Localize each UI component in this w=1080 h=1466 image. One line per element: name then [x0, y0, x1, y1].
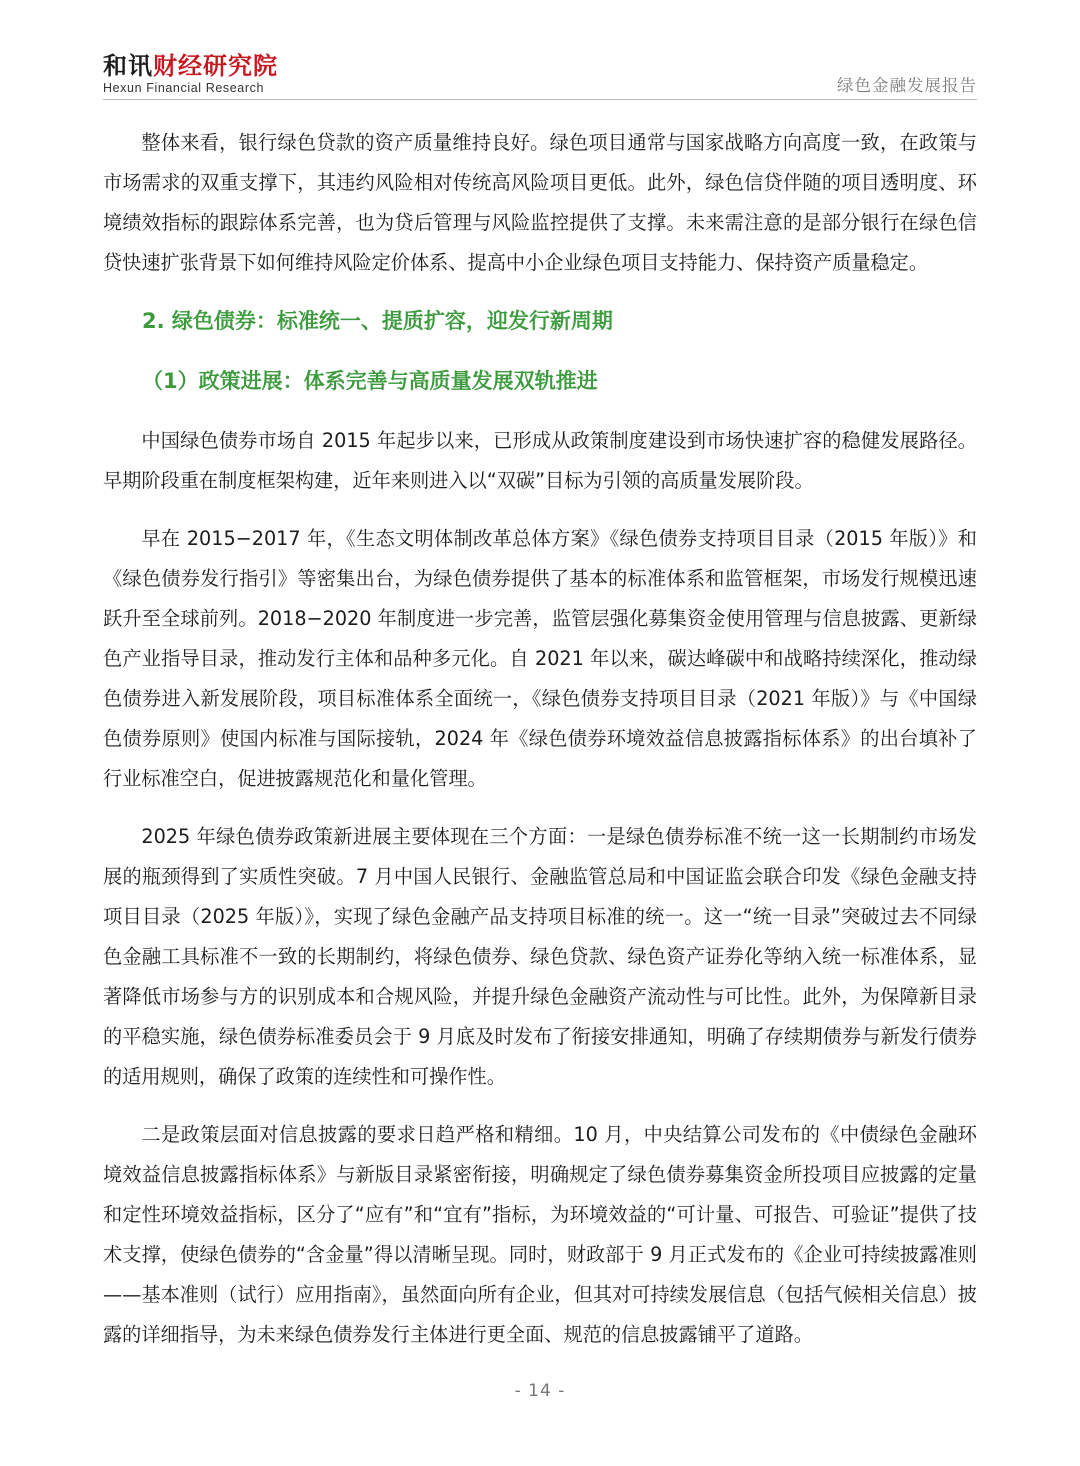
- paragraph-2025-progress: 2025 年绿色债券政策新进展主要体现在三个方面：一是绿色债券标准不统一这一长期制约市场发展的瓶颈得到了实质性突破。7 月中国人民银行、金融监管总局和中国证监会联合印发《绿色金融支持项目目录（2025 年版）》，实现了绿色金融产品支持项目标准的统一。这一“统一目录”突破过去不同绿色金融工具标准不一致的长期制约，将绿色债券、绿色贷款、绿色资产证券化等纳入统一标准体系，显著降低市场参与方的识别成本和合规风险，并提升绿色金融资产流动性与可比性。此外，为保障新目录的平稳实施，绿色债券标准委员会于 9 月底及时发布了衔接安排通知，明确了存续期债券与新发行债券的适用规则，确保了政策的连续性和可操作性。: [103, 825, 977, 1088]
- header-divider: [103, 99, 977, 100]
- page-header: [0, 0, 1080, 100]
- section-heading-green-bonds: 2. 绿色债券：标准统一、提质扩容，迎发行新周期: [142, 309, 613, 333]
- hexun-logo: [103, 52, 278, 96]
- logo-cn-red: 财经研究院: [153, 52, 278, 80]
- page-number: - 14 -: [514, 1381, 566, 1401]
- page-content: [103, 123, 977, 1373]
- report-title: 绿色金融发展报告: [837, 76, 977, 95]
- logo-chinese: [103, 52, 278, 80]
- paragraph-market-intro: 中国绿色债券市场自 2015 年起步以来，已形成从政策制度建设到市场快速扩容的稳健发展路径。早期阶段重在制度框架构建，近年来则进入以“双碳”目标为引领的高质量发展阶段。: [103, 429, 977, 492]
- logo-english: Hexun Financial Research: [103, 81, 265, 95]
- subsection-heading-policy: （1）政策进展：体系完善与高质量发展双轨推进: [142, 369, 598, 393]
- paragraph-asset-quality: 整体来看，银行绿色贷款的资产质量维持良好。绿色项目通常与国家战略方向高度一致，在政策与市场需求的双重支撑下，其违约风险相对传统高风险项目更低。此外，绿色信贷伴随的项目透明度、环境绩效指标的跟踪体系完善，也为贷后管理与风险监控提供了支撑。未来需注意的是部分银行在绿色信贷快速扩张背景下如何维持风险定价体系、提高中小企业绿色项目支持能力、保持资产质量稳定。: [103, 131, 977, 274]
- paragraph-disclosure: 二是政策层面对信息披露的要求日趋严格和精细。10 月，中央结算公司发布的《中债绿色金融环境效益信息披露指标体系》与新版目录紧密衔接，明确规定了绿色债券募集资金所投项目应披露的定量和定性环境效益指标，区分了“应有”和“宜有”指标，为环境效益的“可计量、可报告、可验证”提供了技术支撑，使绿色债券的“含金量”得以清晰呈现。同时，财政部于 9 月正式发布的《企业可持续披露准则——基本准则（试行）应用指南》，虽然面向所有企业，但其对可持续发展信息（包括气候相关信息）披露的详细指导，为未来绿色债券发行主体进行更全面、规范的信息披露铺平了道路。: [103, 1123, 977, 1346]
- paragraph-policy-history: 早在 2015−2017 年，《生态文明体制改革总体方案》《绿色债券支持项目目录（2015 年版）》和《绿色债券发行指引》等密集出台，为绿色债券提供了基本的标准体系和监管框架，市场发行规模迅速跃升至全球前列。2018−2020 年制度进一步完善，监管层强化募集资金使用管理与信息披露、更新绿色产业指导目录，推动发行主体和品种多元化。自 2021 年以来，碳达峰碳中和战略持续深化，推动绿色债券进入新发展阶段，项目标准体系全面统一，《绿色债券支持项目目录（2021 年版）》与《中国绿色债券原则》使国内标准与国际接轨，2024 年《绿色债券环境效益信息披露指标体系》的出台填补了行业标准空白，促进披露规范化和量化管理。: [103, 527, 977, 790]
- logo-cn-black: 和讯: [103, 52, 153, 80]
